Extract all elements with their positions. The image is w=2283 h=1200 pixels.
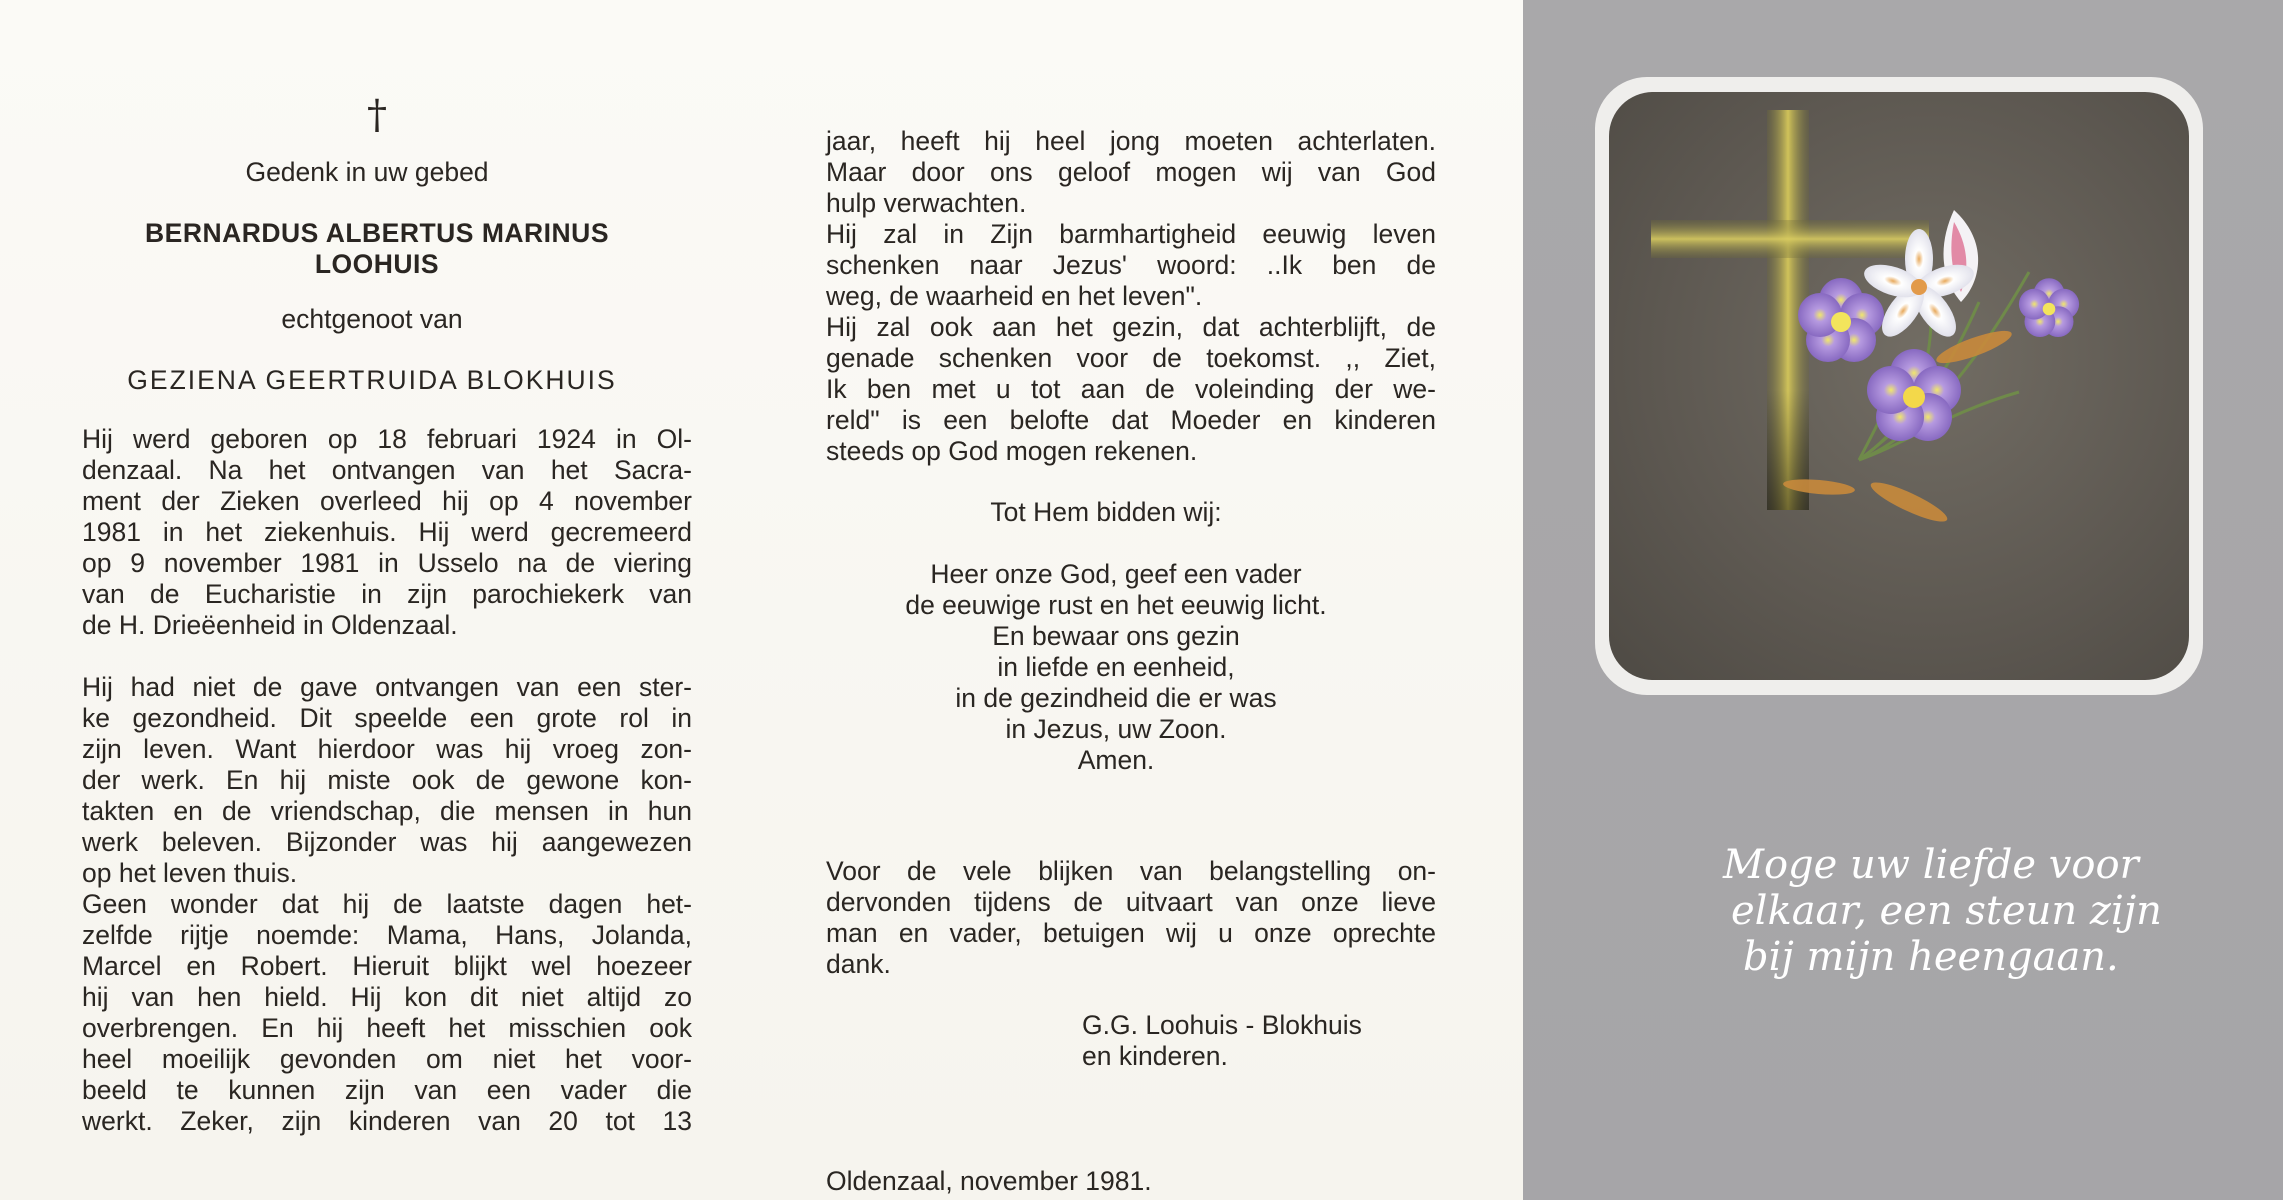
text-line: 1981 in het ziekenhuis. Hij werd gecremeerd — [82, 517, 692, 547]
text-line: werkt. Zeker, zijn kinderen van 20 tot 13 — [82, 1106, 692, 1136]
text-line: denzaal. Na het ontvangen van het Sacra- — [82, 455, 692, 485]
text-line: der werk. En hij miste ook de gewone kon- — [82, 765, 692, 795]
deceased-name-line1: BERNARDUS ALBERTUS MARINUS — [145, 218, 609, 248]
text-line: van de Eucharistie in zijn parochiekerk van — [82, 579, 692, 609]
text-line: weg, de waarheid en het leven". — [826, 281, 1203, 311]
text-line: ment der Zieken overleed hij op 4 november — [82, 486, 692, 516]
flowers-icon — [1798, 229, 2079, 441]
text-line: hulp verwachten. — [826, 188, 1027, 218]
text-line: Maar door ons geloof mogen wij van God — [826, 157, 1436, 187]
text-line: op het leven thuis. — [82, 858, 298, 888]
prayer-line: Heer onze God, geef een vader — [930, 559, 1302, 589]
spouse-name: GEZIENA GEERTRUIDA BLOKHUIS — [127, 365, 617, 395]
verse-line: elkaar, een steun zijn — [1731, 888, 2162, 934]
text-line: Hij had niet de gave ontvangen van een ster- — [82, 672, 692, 702]
text-line: hij van hen hield. Hij kon dit niet altijd zo — [82, 982, 692, 1012]
intro-text: Gedenk in uw gebed — [245, 157, 489, 187]
text-line: man en vader, betuigen wij u onze oprechte — [826, 918, 1436, 948]
text-line: de H. Drieëenheid in Oldenzaal. — [82, 610, 458, 640]
text-line: steeds op God mogen rekenen. — [826, 436, 1198, 466]
text-line: Hij zal in Zijn barmhartigheid eeuwig leven — [826, 219, 1436, 249]
signature — [826, 1010, 1436, 1072]
text-line: Voor de vele blijken van belangstelling on- — [826, 856, 1436, 886]
cross-and-flowers-illustration — [1609, 92, 2189, 680]
text-line: takten en de vriendschap, die mensen in hun — [82, 796, 692, 826]
text-line: genade schenken voor de toekomst. ,, Ziet, — [826, 343, 1436, 373]
place-date: Oldenzaal, november 1981. — [826, 1166, 1152, 1196]
verse-text — [1723, 842, 2162, 980]
prayer-line: de eeuwige rust en het eeuwig licht. — [905, 590, 1327, 620]
biography-paragraph-1 — [82, 424, 692, 641]
text-line: Geen wonder dat hij de laatste dagen het- — [82, 889, 692, 919]
text-line: overbrengen. En hij heeft het misschien ook — [82, 1013, 692, 1043]
relation-text: echtgenoot van — [281, 304, 463, 334]
prayer-line: En bewaar ons gezin — [992, 621, 1240, 651]
devotional-picture — [1609, 92, 2189, 680]
prayer-line: in liefde en eenheid, — [997, 652, 1235, 682]
text-line: zijn leven. Want hierdoor was hij vroeg zon- — [82, 734, 692, 764]
middle-column — [826, 126, 1436, 1197]
prayer-line: in Jezus, uw Zoon. — [1005, 714, 1227, 744]
text-line: dank. — [826, 949, 891, 979]
text-line: schenken naar Jezus' woord: ..Ik ben de — [826, 250, 1436, 280]
text-line: zelfde rijtje noemde: Mama, Hans, Jolanda, — [82, 920, 692, 950]
text-line: Marcel en Robert. Hieruit blijkt wel hoezeer — [82, 951, 692, 981]
deceased-name-line2: LOOHUIS — [314, 249, 440, 279]
signature-line: en kinderen. — [1082, 1041, 1228, 1071]
cross-icon: † — [367, 92, 387, 138]
text-line: Hij werd geboren op 18 februari 1924 in Ol- — [82, 424, 692, 454]
prayer-line: Amen. — [1077, 745, 1155, 775]
text-line: ke gezondheid. Dit speelde een grote rol in — [82, 703, 692, 733]
text-line: Ik ben met u tot aan de voleinding der we- — [826, 374, 1436, 404]
signature-line: G.G. Loohuis - Blokhuis — [1082, 1010, 1362, 1040]
text-line: dervonden tijdens de uitvaart van onze lieve — [826, 887, 1436, 917]
text-line: Hij zal ook aan het gezin, dat achterblijft, de — [826, 312, 1436, 342]
verse-line: Moge uw liefde voor — [1723, 842, 2139, 888]
text-line: op 9 november 1981 in Usselo na de viering — [82, 548, 692, 578]
text-line: heel moeilijk gevonden om niet het voor- — [82, 1044, 692, 1074]
text-line: jaar, heeft hij heel jong moeten achterlaten. — [826, 126, 1436, 156]
prayer — [796, 559, 1436, 776]
biography-paragraph-2 — [82, 672, 692, 1137]
thanks-paragraph — [826, 856, 1436, 980]
prayer-intro: Tot Hem bidden wij: — [990, 497, 1222, 527]
left-column — [82, 92, 692, 1137]
text-line: beeld te kunnen zijn van een vader die — [82, 1075, 692, 1105]
verse-line: bij mijn heengaan. — [1743, 934, 2119, 980]
image-panel — [1523, 0, 2283, 1200]
prayer-line: in de gezindheid die er was — [955, 683, 1277, 713]
faith-paragraph — [826, 126, 1436, 467]
text-line: reld" is een belofte dat Moeder en kinderen — [826, 405, 1436, 435]
text-line: werk beleven. Bijzonder was hij aangewezen — [82, 827, 692, 857]
